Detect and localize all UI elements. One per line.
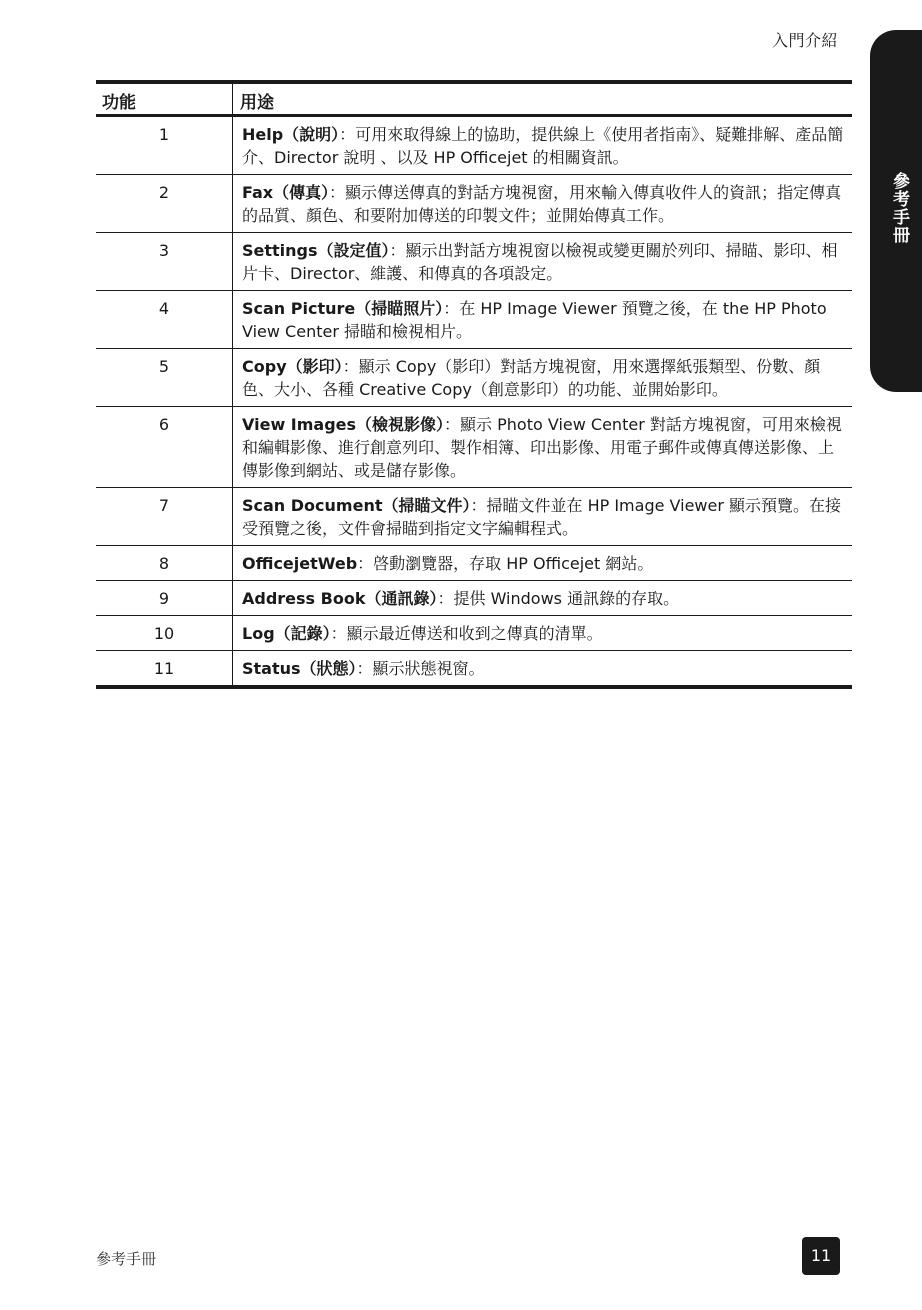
function-table	[96, 80, 852, 689]
function-description: ：可用來取得線上的協助，提供線上《使用者指南》、疑難排解、產品簡介、Director 說明 、以及 HP Officejet 的相關資訊。	[242, 125, 844, 167]
row-usage	[233, 291, 853, 349]
side-tab-label: 參考手冊	[889, 172, 909, 244]
function-name: Scan Picture（掃瞄照片）	[242, 299, 444, 318]
function-name: Status（狀態）	[242, 659, 357, 678]
row-usage	[233, 233, 853, 291]
table-row	[96, 546, 852, 581]
table-header-row	[96, 82, 852, 116]
function-name: Settings（設定值）	[242, 241, 390, 260]
table-row	[96, 291, 852, 349]
row-number: 5	[158, 357, 170, 376]
function-description: ：顯示傳送傳真的對話方塊視窗，用來輸入傳真收件人的資訊；指定傳真的品質、顏色、和要附加傳送的印製文件；並開始傳真工作。	[242, 183, 842, 225]
function-name: Scan Document（掃瞄文件）	[242, 496, 471, 515]
table-row	[96, 116, 852, 175]
column-header-usage: 用途	[233, 82, 853, 116]
row-usage	[233, 651, 853, 688]
function-description: ：在 HP Image Viewer 預覽之後，在 the HP Photo View Center 掃瞄和檢視相片。	[242, 299, 827, 341]
column-header-function: 功能	[102, 92, 136, 113]
table-row	[96, 616, 852, 651]
row-number: 9	[158, 589, 170, 608]
table-row	[96, 233, 852, 291]
row-number: 1	[158, 125, 170, 144]
table-row	[96, 488, 852, 546]
table-row	[96, 175, 852, 233]
function-description: ：提供 Windows 通訊錄的存取。	[437, 589, 680, 608]
function-name: Log（記錄）	[242, 624, 331, 643]
function-description: ：顯示出對話方塊視窗以檢視或變更關於列印、掃瞄、影印、相片卡、Director、維護、和傳真的各項設定。	[242, 241, 838, 283]
row-usage	[233, 407, 853, 488]
function-name: Address Book（通訊錄）	[242, 589, 438, 608]
row-number: 10	[153, 624, 175, 643]
row-number: 7	[158, 496, 170, 515]
row-number: 4	[158, 299, 170, 318]
function-name: View Images（檢視影像）	[242, 415, 445, 434]
function-name: Fax（傳真）	[242, 183, 330, 202]
page-number: 11	[802, 1237, 840, 1275]
section-title: 入門介紹	[771, 31, 838, 50]
function-description: ：顯示最近傳送和收到之傳真的清單。	[330, 624, 603, 643]
function-description: ：顯示 Photo View Center 對話方塊視窗，可用來檢視和編輯影像、進行創意列印、製作相簿、印出影像、用電子郵件或傳真傳送影像、上傳影像到網站、或是儲存影像。	[242, 415, 842, 480]
row-usage	[233, 546, 853, 581]
function-description: ：啓動瀏覽器，存取 HP Officejet 網站。	[357, 554, 654, 573]
row-number: 2	[158, 183, 170, 202]
row-usage	[233, 488, 853, 546]
table-row	[96, 349, 852, 407]
table-row	[96, 407, 852, 488]
row-usage	[233, 616, 853, 651]
table-row	[96, 651, 852, 688]
row-number: 3	[158, 241, 170, 260]
function-description: ：掃瞄文件並在 HP Image Viewer 顯示預覽。在接受預覽之後，文件會掃瞄到指定文字編輯程式。	[242, 496, 842, 538]
function-description: ：顯示狀態視窗。	[356, 659, 485, 678]
function-description: ：顯示 Copy（影印）對話方塊視窗，用來選擇紙張類型、份數、顏色、大小、各種 Creative Copy（創意影印）的功能、並開始影印。	[242, 357, 821, 399]
function-name: Help（說明）	[242, 125, 340, 144]
row-usage	[233, 349, 853, 407]
row-usage	[233, 116, 853, 175]
row-number: 8	[158, 554, 170, 573]
row-usage	[233, 175, 853, 233]
footer-book-title: 參考手冊	[96, 1250, 157, 1268]
function-name: OfficejetWeb	[242, 554, 358, 573]
row-number: 11	[153, 659, 175, 678]
table-row	[96, 581, 852, 616]
function-name: Copy（影印）	[242, 357, 343, 376]
row-number: 6	[158, 415, 170, 434]
row-usage	[233, 581, 853, 616]
